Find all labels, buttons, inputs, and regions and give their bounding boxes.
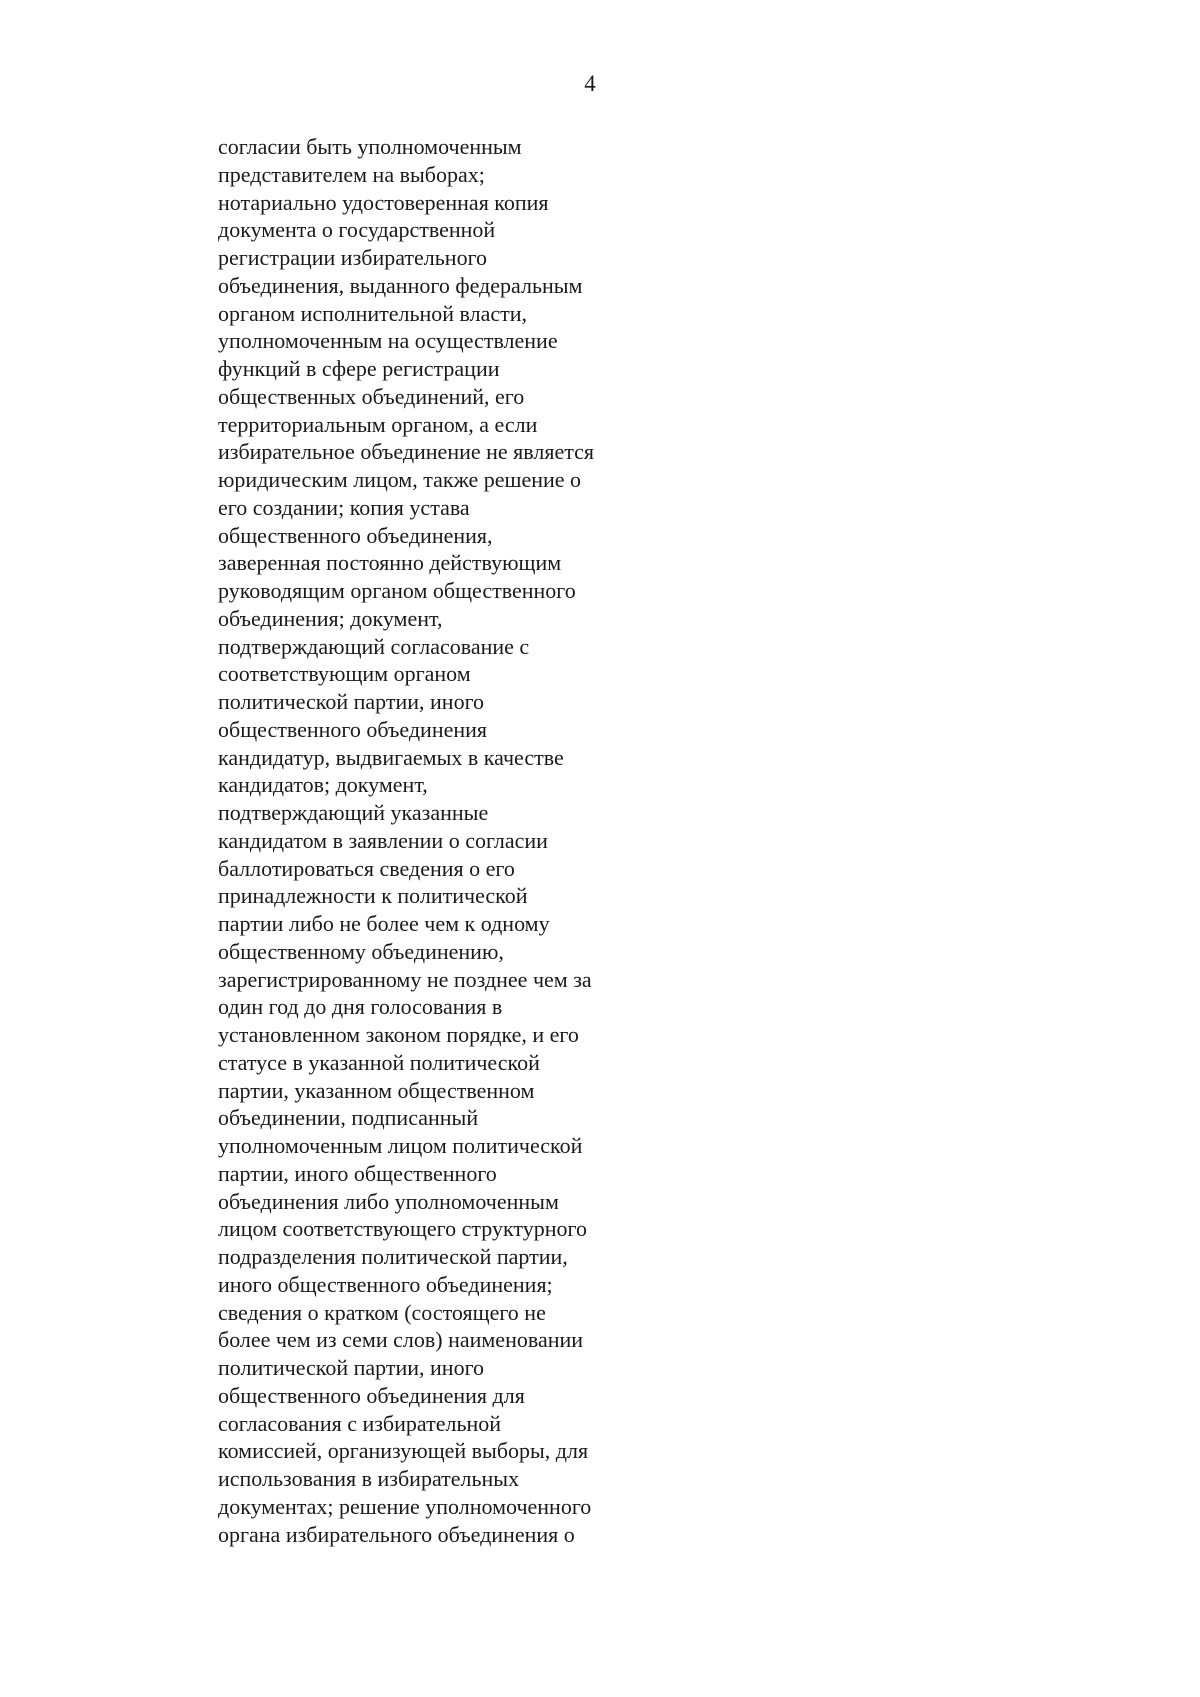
- text-line: кандидатур, выдвигаемых в качестве: [218, 744, 564, 770]
- text-line: общественного объединения,: [218, 522, 493, 548]
- text-line: документах; решение уполномоченного: [218, 1493, 592, 1519]
- text-line: руководящим органом общественного: [218, 578, 576, 603]
- text-line: органом исполнительной власти,: [218, 300, 528, 326]
- text-line: кандидатом в заявлении о согласии: [218, 827, 548, 853]
- text-line: общественных объединений, его: [218, 383, 525, 409]
- text-line: один год до дня голосования в: [218, 994, 503, 1020]
- text-line: юридическим лицом, также решение о: [218, 467, 582, 492]
- text-line: сведения о кратком (состоящего не: [218, 1299, 546, 1325]
- text-line: комиссией, организующей выборы, для: [218, 1438, 589, 1464]
- text-line: документа о государственной: [218, 217, 496, 243]
- text-line: партии либо не более чем к одному: [218, 911, 550, 936]
- text-line: кандидатов; документ,: [218, 772, 428, 798]
- text-line: принадлежности к политической: [218, 883, 528, 909]
- text-line: территориальным органом, а если: [218, 411, 538, 437]
- text-line: политической партии, иного: [218, 689, 485, 714]
- text-line: подтверждающий указанные: [218, 800, 489, 825]
- text-line: функций в сфере регистрации: [218, 356, 500, 381]
- text-line: нотариально удостоверенная копия: [218, 189, 549, 215]
- text-line: объединении, подписанный: [218, 1105, 479, 1131]
- page-number: 4: [584, 71, 596, 96]
- text-line: зарегистрированному не позднее чем за: [218, 966, 592, 992]
- text-line: более чем из семи слов) наименовании: [218, 1327, 584, 1353]
- text-line: использования в избирательных: [218, 1466, 520, 1491]
- text-line: партии, указанном общественном: [218, 1077, 535, 1103]
- body-text: [218, 133, 658, 1548]
- text-line: уполномоченным на осуществление: [218, 328, 558, 354]
- text-line: статусе в указанной политической: [218, 1049, 540, 1075]
- text-line: общественному объединению,: [218, 938, 504, 964]
- text-line: иного общественного объединения;: [218, 1271, 553, 1297]
- text-line: установленном законом порядке, и его: [218, 1022, 579, 1047]
- text-line: общественного объединения для: [218, 1382, 525, 1408]
- text-line: общественного объединения: [218, 716, 488, 742]
- text-line: уполномоченным лицом политической: [218, 1133, 583, 1158]
- text-line: избирательное объединение не является: [218, 439, 595, 465]
- text-line: его создании; копия устава: [218, 494, 470, 520]
- text-line: лицом соответствующего структурного: [218, 1216, 587, 1242]
- text-line: партии, иного общественного: [218, 1160, 497, 1186]
- text-line: объединения, выданного федеральным: [218, 272, 583, 298]
- text-line: органа избирательного объединения о: [218, 1521, 575, 1547]
- text-line: регистрации избирательного: [218, 245, 488, 270]
- text-line: представителем на выборах;: [218, 161, 485, 187]
- text-line: подтверждающий согласование с: [218, 633, 530, 659]
- text-line: согласии быть уполномоченным: [218, 134, 522, 159]
- text-line: политической партии, иного: [218, 1355, 485, 1380]
- text-line: объединения либо уполномоченным: [218, 1188, 559, 1214]
- text-line: объединения; документ,: [218, 605, 443, 631]
- text-line: подразделения политической партии,: [218, 1244, 568, 1269]
- text-line: согласования с избирательной: [218, 1410, 502, 1436]
- text-line: баллотироваться сведения о его: [218, 855, 515, 881]
- text-line: соответствующим органом: [218, 661, 471, 687]
- text-line: заверенная постоянно действующим: [218, 550, 562, 576]
